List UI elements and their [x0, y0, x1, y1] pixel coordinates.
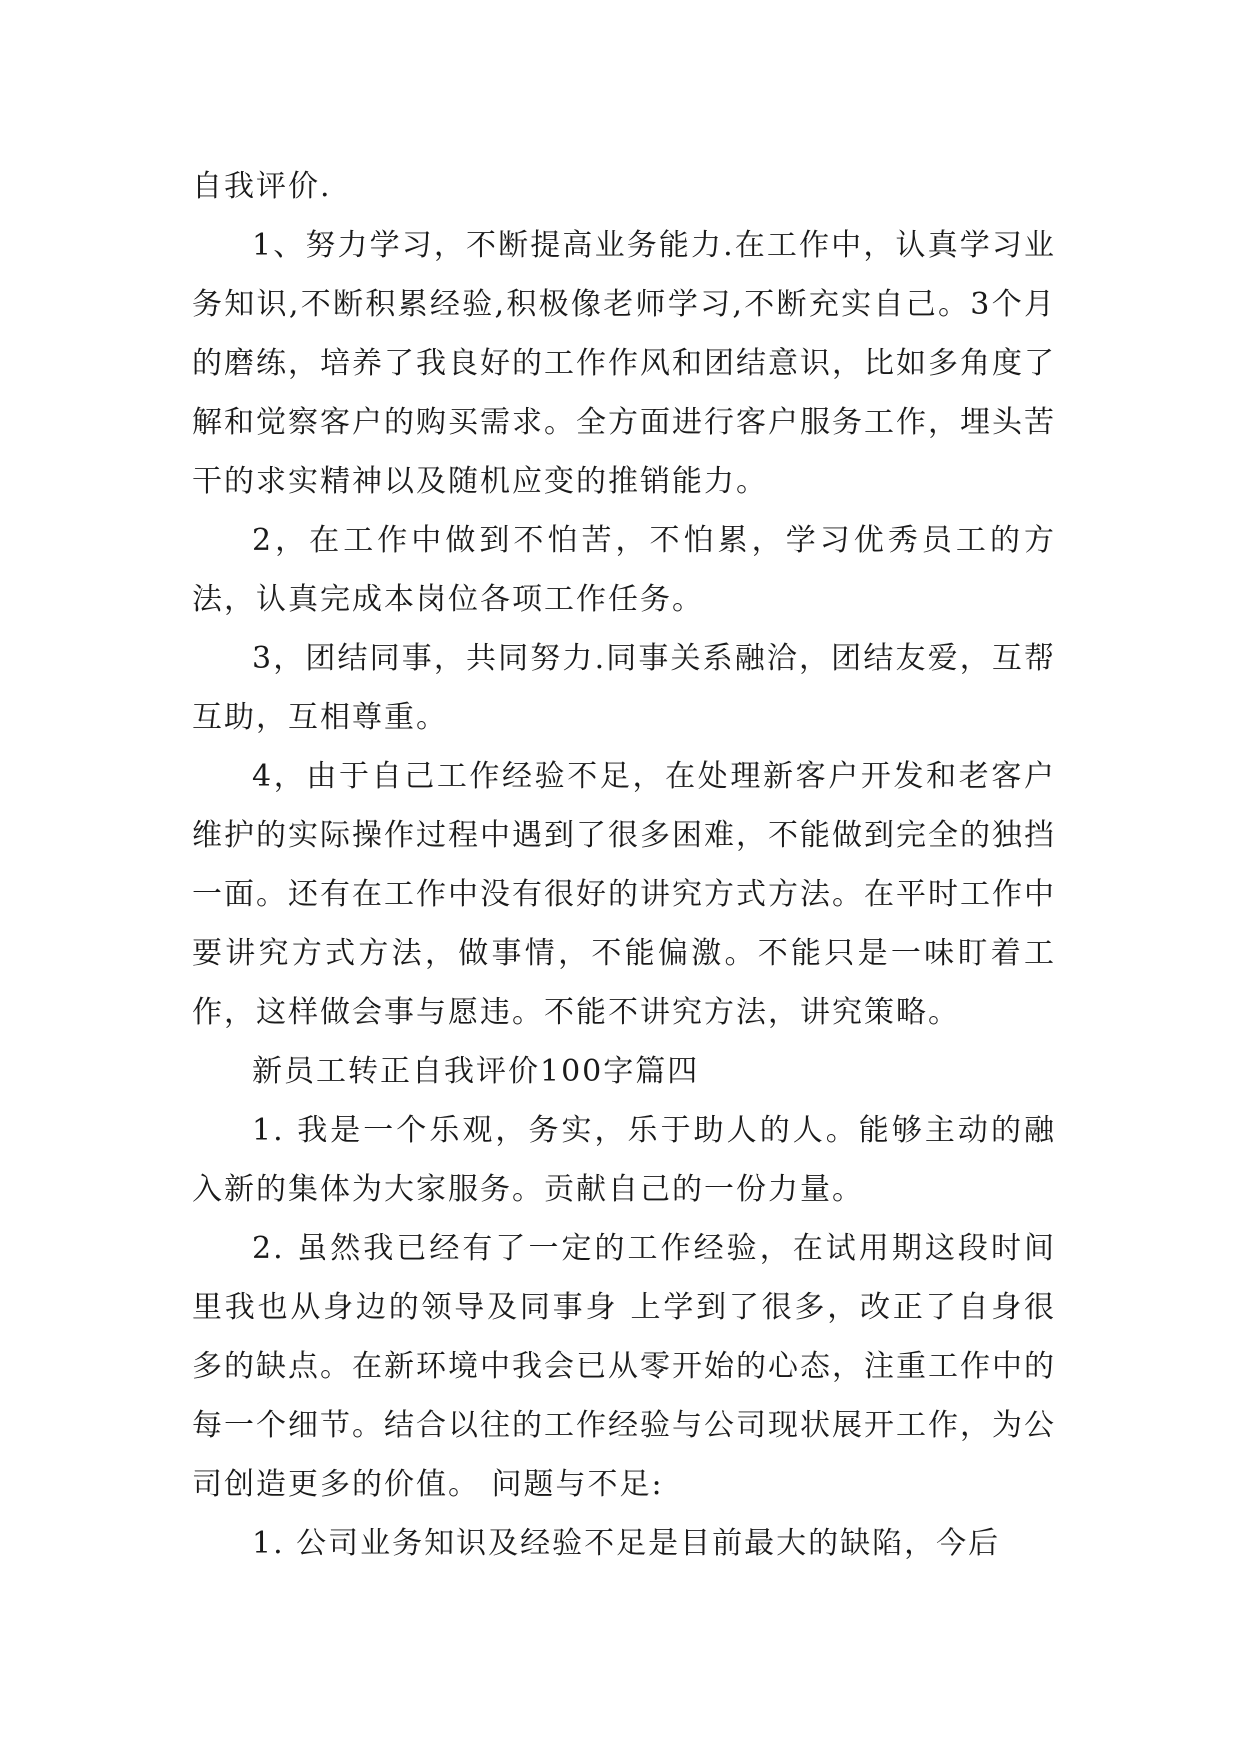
paragraph-item-4-shortcomings: 4，由于自己工作经验不足，在处理新客户开发和老客户维护的实际操作过程中遇到了很多困难，不能做到完全的独挡一面。还有在工作中没有很好的讲究方式方法。在平时工作中要讲究方式方法，做事情，不能偏激。不能只是一味盯着工作，这样做会事与愿违。不能不讲究方法，讲究策略。	[192, 759, 1056, 1030]
section-heading-part-four: 新员工转正自我评价100字篇四	[252, 1054, 700, 1089]
paragraph-item-2-hardwork: 2，在工作中做到不怕苦，不怕累，学习优秀员工的方法，认真完成本岗位各项工作任务。	[192, 523, 1056, 617]
paragraph-item-3-teamwork: 3，团结同事，共同努力.同事关系融洽，团结友爱，互帮互助，互相尊重。	[192, 641, 1056, 735]
paragraph-problems-item-1: 1. 公司业务知识及经验不足是目前最大的缺陷，今后	[252, 1526, 1001, 1561]
paragraph-self-evaluation-heading: 自我评价.	[192, 169, 332, 204]
document-body	[192, 157, 1056, 1573]
paragraph-part4-item-1: 1. 我是一个乐观，务实，乐于助人的人。能够主动的融入新的集体为大家服务。贡献自己的一份力量。	[192, 1113, 1056, 1207]
paragraph-part4-item-2: 2. 虽然我已经有了一定的工作经验，在试用期这段时间里我也从身边的领导及同事身 上学到了很多，改正了自身很多的缺点。在新环境中我会已从零开始的心态，注重工作中的每一个细节。结合以往的工作经验与公司现状展开工作，为公司创造更多的价值。 问题与不足:	[192, 1231, 1056, 1502]
paragraph-item-1-study: 1、努力学习，不断提高业务能力.在工作中，认真学习业务知识,不断积累经验,积极像老师学习,不断充实自己。3个月的磨练，培养了我良好的工作作风和团结意识，比如多角度了解和觉察客户的购买需求。全方面进行客户服务工作，埋头苦干的求实精神以及随机应变的推销能力。	[192, 228, 1056, 499]
